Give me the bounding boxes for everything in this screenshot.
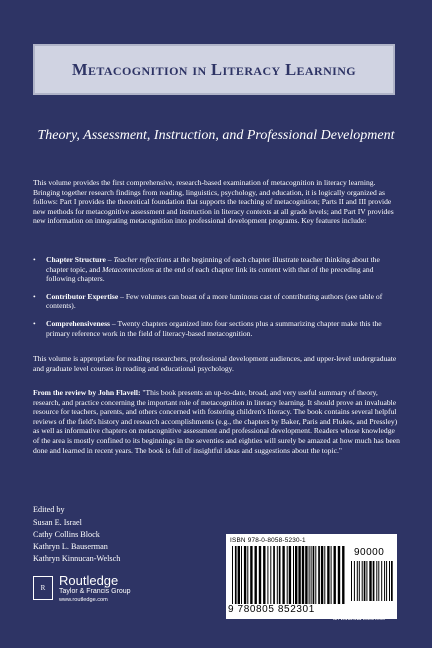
editor-name: Susan E. Israel xyxy=(33,518,82,527)
barcode-panel xyxy=(226,534,397,619)
barcode-icon xyxy=(231,546,346,604)
editor-name: Cathy Collins Block xyxy=(33,530,100,539)
addon-barcode-icon xyxy=(350,561,394,601)
bullet-icon: • xyxy=(33,318,36,328)
bullet-icon: • xyxy=(33,291,36,301)
feature-label: Comprehensiveness xyxy=(46,318,110,328)
price-code: 90000 xyxy=(354,547,385,558)
feature-item-comprehensiveness: • Comprehensiveness – Twenty chapters organized into four sections plus a summarizing chapter make this the primary reference work in the field of literacy-based metacognition. xyxy=(33,318,382,338)
editors-block xyxy=(33,504,120,565)
feature-list xyxy=(33,255,401,346)
publisher-group: Taylor & Francis Group xyxy=(59,588,131,595)
feature-label: Chapter Structure xyxy=(46,255,106,264)
edited-by-label: Edited by xyxy=(33,505,65,514)
publisher-url: www.routledge.com xyxy=(59,597,108,603)
publisher-logo xyxy=(33,574,131,604)
title-banner xyxy=(33,44,395,95)
book-title: Metacognition in Literacy Learning xyxy=(71,59,357,79)
informa-tagline: an informa business xyxy=(333,616,385,622)
feature-item-chapter-structure: • Chapter Structure – Teacher reflections at the beginning of each chapter illustrate teacher thinking about the chapter topic, and Metaconnections at the end of each chapter link its content with that of the preceding and following chapters. xyxy=(33,255,380,284)
publisher-name: Routledge xyxy=(59,573,119,588)
intro-paragraph: This volume provides the first comprehensive, research-based examination of metacognition in literacy learning. Bringing together research findings from reading, linguistics, psychology, and education, it is logically organized as follows: Part I provides the theoretical foundation that supports the teaching of metacognition; Parts II and III provide new methods for metacognitive assessment and instruction in literacy contexts at all grade levels; and Part IV provides new information on integrating metacognition into professional development programs. Key features include: xyxy=(33,178,394,226)
editor-name: Kathryn L. Bauserman xyxy=(33,542,108,551)
feature-label: Contributor Expertise xyxy=(46,291,119,301)
book-subtitle: Theory, Assessment, Instruction, and Professional Development xyxy=(37,128,395,143)
barcode-number: 9 780805 852301 xyxy=(228,604,315,615)
routledge-mark-icon: R xyxy=(33,576,53,600)
feature-item-contributor-expertise: • Contributor Expertise – Few volumes can boast of a more luminous cast of contributing authors (see table of contents). xyxy=(33,291,383,311)
review-text: "This book presents an up-to-date, broad, and very useful summary of theory, research, and practice concerning the important role of metacognition in literacy learning. It should prove an invaluable resource for teachers, parents, and others concerned with fostering children's literacy. The book contains several helpful reviews of the field's history and research accomplishments (e.g., the chapters by Baker, Paris and Flukes, and Pressley) as well as informative chapters on metacognitive assessment and professional development. Readers whose knowledge of the area is mostly confined to its beginnings in the seventies and eighties will surely be amazed at how much has been done and learned in recent years. The book is full of insightful ideas and suggestions about the topic." xyxy=(33,388,400,455)
isbn-label: ISBN 978-0-8058-5230-1 xyxy=(230,537,306,544)
bullet-icon: • xyxy=(33,255,36,264)
editor-name: Kathryn Kinnucan-Welsch xyxy=(33,554,121,563)
audience-paragraph: This volume is appropriate for reading researchers, professional development audiences, and upper-level undergraduate and graduate level courses in reading and educational psychology. xyxy=(33,354,397,373)
review-paragraph xyxy=(33,388,401,455)
review-label: From the review by John Flavell: xyxy=(33,388,141,397)
